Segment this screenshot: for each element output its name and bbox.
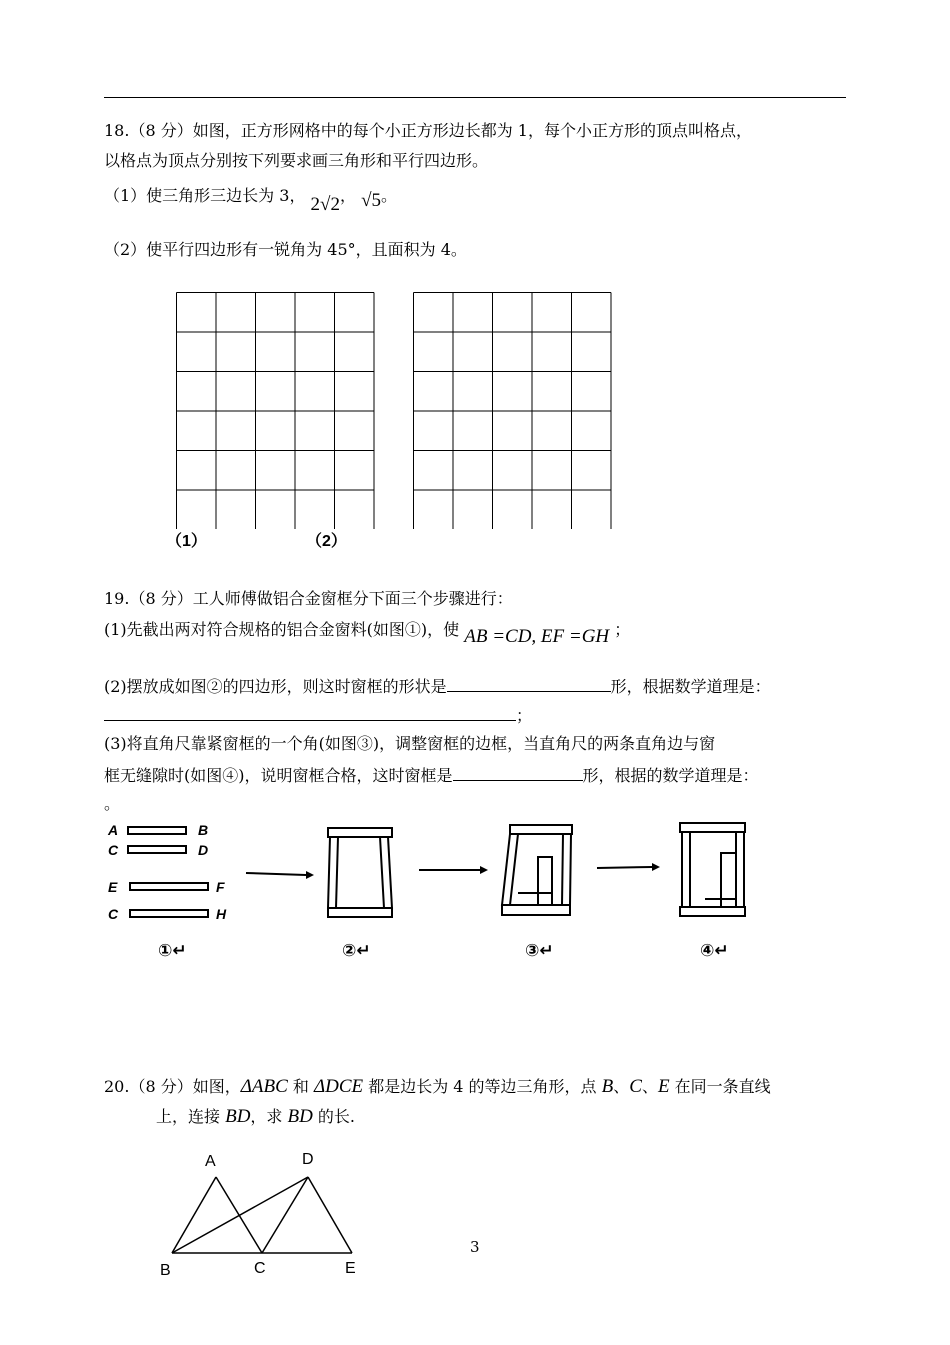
bar-label: C: [108, 842, 119, 858]
q20-point-e: E: [657, 1076, 670, 1097]
answer-blank-shape-2[interactable]: [453, 765, 583, 781]
q19-step2: [104, 676, 771, 697]
q19-step1-end: ；: [614, 620, 631, 639]
q18-part1-end: 。: [381, 186, 398, 205]
q20-tri2: ΔDCE: [313, 1076, 364, 1097]
q20-sep2: 、: [641, 1077, 658, 1096]
q20-line2-a: 上，连接: [156, 1107, 226, 1126]
bar-label: H: [216, 906, 227, 922]
q19-step3-text-b: 框无缝隙时(如图④)，说明窗框合格，这时窗框是: [104, 766, 453, 785]
q20-text-prefix: 20.（8 分）如图，: [104, 1077, 241, 1096]
q20-point-b: B: [601, 1076, 614, 1097]
q20-tri1: ΔABC: [240, 1076, 288, 1097]
q20-line1: [104, 1077, 771, 1097]
q19-step2-text-a: (2)摆放成如图②的四边形，则这时窗框的形状是: [104, 677, 447, 696]
q20-line2-c: 的长.: [312, 1107, 356, 1126]
q18-line1: 18.（8 分）如图，正方形网格中的每个小正方形边长都为 1，每个小正方形的顶点叫格点，: [104, 121, 752, 140]
q19-step2-text-b: 形，根据数学道理是：: [610, 677, 771, 696]
q20-text-mid: 都是边长为 4 的等边三角形，点: [363, 1077, 602, 1096]
q19-step3-text-c: 形，根据的数学道理是：: [582, 766, 759, 785]
bar-gh: [130, 910, 208, 917]
bar-cd: [128, 846, 186, 853]
answer-blank-shape[interactable]: [447, 676, 611, 692]
q18-part2: （2）使平行四边形有一锐角为 45°，且面积为 4。: [104, 240, 467, 259]
bar-label: F: [216, 879, 225, 895]
q18-part1-math1: 2√2: [310, 194, 340, 215]
frame-figure-2: [328, 828, 392, 917]
figure-label-2: ②↵: [342, 941, 371, 961]
point-label-b: B: [160, 1262, 171, 1279]
q20-text-and: 和: [287, 1077, 314, 1096]
grid-1: [177, 293, 375, 530]
q19-step2-end: ；: [516, 706, 533, 725]
q20-line2: [156, 1107, 355, 1127]
q18-grids: [170, 287, 620, 529]
square-ruler: [538, 857, 552, 905]
page-number: 3: [470, 1238, 480, 1256]
q19-title: 19.（8 分）工人师傅做铝合金窗框分下面三个步骤进行：: [104, 589, 513, 608]
point-label-c: C: [254, 1260, 266, 1277]
frame-figure-4: [680, 823, 745, 916]
q20-text-end: 在同一条直线: [669, 1077, 771, 1096]
figure-label-1: ①↵: [158, 941, 187, 961]
bar-label: C: [108, 906, 119, 922]
figure-label-3: ③↵: [525, 941, 554, 961]
q19-step3-end: 。: [104, 794, 121, 813]
segment-bd: [172, 1177, 308, 1253]
grid-2: [414, 293, 612, 530]
segment-de: [308, 1177, 352, 1253]
q18-line2: 以格点为顶点分别按下列要求画三角形和平行四边形。: [104, 151, 489, 170]
q19-step3-line2: [104, 765, 759, 786]
q20-bd-1: BD: [225, 1106, 251, 1127]
q20-line2-b: ，求: [250, 1107, 288, 1126]
header-rule: [104, 97, 846, 98]
frame-figure-3: [502, 825, 572, 915]
q19-step2-line2: [104, 705, 532, 726]
triangle-figure: [160, 1165, 370, 1265]
q20-sep1: 、: [613, 1077, 630, 1096]
segment-dc: [262, 1177, 308, 1253]
point-label-a: A: [205, 1153, 216, 1170]
q19-step1: [104, 620, 631, 647]
bar-label: D: [198, 842, 209, 858]
arrow-icon: [419, 866, 488, 874]
q18-part1-math2: √5: [361, 190, 382, 211]
arrow-icon: [246, 871, 314, 879]
q19-step3-line1: (3)将直角尺靠紧窗框的一个角(如图③)，调整窗框的边框，当直角尺的两条直角边与窗: [104, 734, 716, 753]
grid-label-2: （2）: [306, 533, 347, 550]
answer-blank-reason[interactable]: [104, 705, 516, 721]
bar-ab: [128, 827, 186, 834]
q18-part1-sep: ，: [339, 186, 356, 205]
q18-part1: [104, 186, 398, 215]
q19-step1-math: AB =CD, EF =GH: [464, 626, 610, 647]
bar-label: A: [108, 822, 119, 838]
point-label-d: D: [302, 1151, 314, 1168]
q18-part1-text: （1）使三角形三边长为 3，: [104, 186, 306, 205]
grid-label-1: （1）: [166, 533, 207, 550]
point-label-e: E: [345, 1260, 356, 1277]
arrow-icon: [597, 863, 660, 871]
bar-label: B: [198, 822, 209, 838]
segment-ab: [172, 1177, 216, 1253]
q19-step1-text: (1)先截出两对符合规格的铝合金窗料(如图①)，使: [104, 620, 460, 639]
q20-point-c: C: [629, 1076, 642, 1097]
bar-label: E: [108, 879, 118, 895]
q20-bd-2: BD: [287, 1106, 313, 1127]
bar-ef: [130, 883, 208, 890]
figure-label-4: ④↵: [700, 941, 729, 961]
